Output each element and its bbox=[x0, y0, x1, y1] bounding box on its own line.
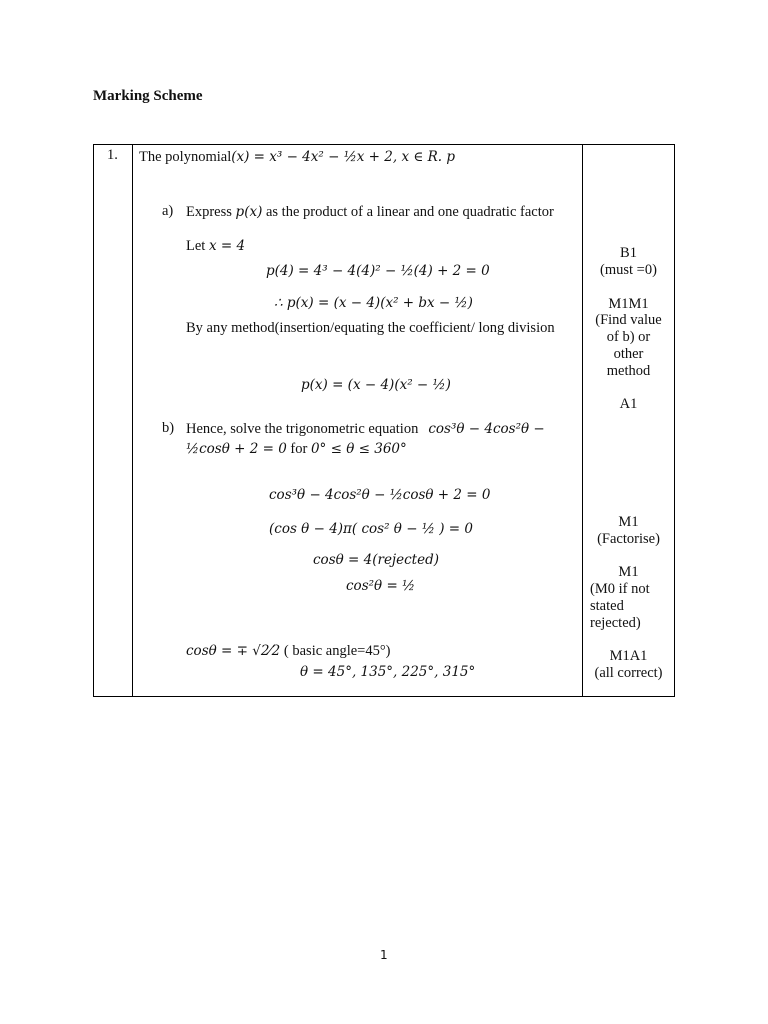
mark-m1-rejected-note-2: stated bbox=[590, 598, 624, 614]
mark-m1m1-note-4: method bbox=[606, 363, 651, 379]
mark-m1m1-note-1: (Find value bbox=[595, 312, 662, 328]
part-b-eq5 bbox=[186, 642, 390, 660]
mark-m1a1-note: (all correct) bbox=[594, 665, 663, 681]
part-b-prompt-line2 bbox=[186, 440, 407, 458]
question-number: 1. bbox=[107, 147, 118, 163]
part-a-result: p(x) = (x − 4)(x² − ½) bbox=[301, 377, 451, 393]
intro-expression: (x) = x³ − 4x² − ½x + 2, x ∈ R. p bbox=[231, 149, 456, 165]
mark-m1-rejected-note-1: (M0 if not bbox=[590, 581, 650, 597]
mark-m1m1-note-2: of b) or bbox=[606, 329, 651, 345]
table-divider-2 bbox=[582, 144, 583, 697]
mark-m1m1: M1M1 bbox=[608, 296, 649, 312]
table-border-right bbox=[674, 144, 675, 697]
part-b-label: b) bbox=[162, 420, 175, 436]
part-a-label: a) bbox=[162, 203, 174, 219]
mark-b1: B1 bbox=[620, 245, 637, 261]
mark-b1-note: (must =0) bbox=[600, 262, 657, 278]
part-b-eq2: (cos θ − 4)π( cos² θ − ½ ) = 0 bbox=[269, 521, 473, 537]
part-b-prompt-math: cos³θ − 4cos²θ − bbox=[428, 421, 545, 437]
mark-m1m1-note-3: other bbox=[613, 346, 644, 362]
part-b-eq5-math: cosθ = ∓ √2⁄2 bbox=[186, 643, 281, 659]
mark-m1-rejected-note-3: rejected) bbox=[590, 615, 641, 631]
part-b-prompt-line1 bbox=[186, 420, 545, 438]
part-b-range: 0° ≤ θ ≤ 360° bbox=[310, 441, 407, 457]
mark-m1a1: M1A1 bbox=[609, 648, 648, 664]
part-a-let-math: x = 4 bbox=[208, 238, 246, 254]
part-a-prompt bbox=[186, 203, 554, 221]
part-a-prompt-post: as the product of a linear and one quadratic factor bbox=[262, 204, 554, 220]
part-b-eq5-text: ( basic angle=45°) bbox=[280, 643, 391, 659]
table-divider-1 bbox=[132, 144, 133, 697]
part-a-prompt-math: p(x) bbox=[235, 204, 263, 220]
part-a-step1: p(4) = 4³ − 4(4)² − ½(4) + 2 = 0 bbox=[266, 263, 490, 279]
table-border-top bbox=[93, 144, 675, 145]
part-a-prompt-pre: Express bbox=[186, 204, 236, 220]
part-b-eq4: cos²θ = ½ bbox=[346, 578, 416, 594]
intro-text: The polynomial bbox=[139, 149, 232, 165]
mark-m1-rejected: M1 bbox=[618, 564, 639, 580]
part-b-eq6: θ = 45°, 135°, 225°, 315° bbox=[300, 664, 476, 680]
part-a-method: By any method(insertion/equating the coefficient/ long division bbox=[186, 320, 555, 336]
mark-m1-factorise: M1 bbox=[618, 514, 639, 530]
page-title: Marking Scheme bbox=[93, 88, 203, 104]
table-border-left bbox=[93, 144, 94, 697]
question-intro bbox=[139, 148, 455, 166]
table-border-bottom bbox=[93, 696, 675, 697]
mark-a1: A1 bbox=[619, 396, 638, 412]
part-a-let bbox=[186, 237, 245, 255]
part-b-prompt-text: Hence, solve the trigonometric equation bbox=[186, 421, 419, 437]
part-b-prompt2-math: ½cosθ + 2 = 0 bbox=[186, 441, 287, 457]
mark-m1-factorise-note: (Factorise) bbox=[597, 531, 660, 547]
part-b-eq3: cosθ = 4(rejected) bbox=[313, 552, 439, 568]
part-b-eq1: cos³θ − 4cos²θ − ½cosθ + 2 = 0 bbox=[269, 487, 491, 503]
part-a-let-text: Let bbox=[186, 238, 209, 254]
page-number: 1 bbox=[380, 948, 388, 962]
part-a-step2: ∴ p(x) = (x − 4)(x² + bx − ½) bbox=[274, 295, 473, 311]
part-b-prompt2-text: for bbox=[286, 441, 311, 457]
